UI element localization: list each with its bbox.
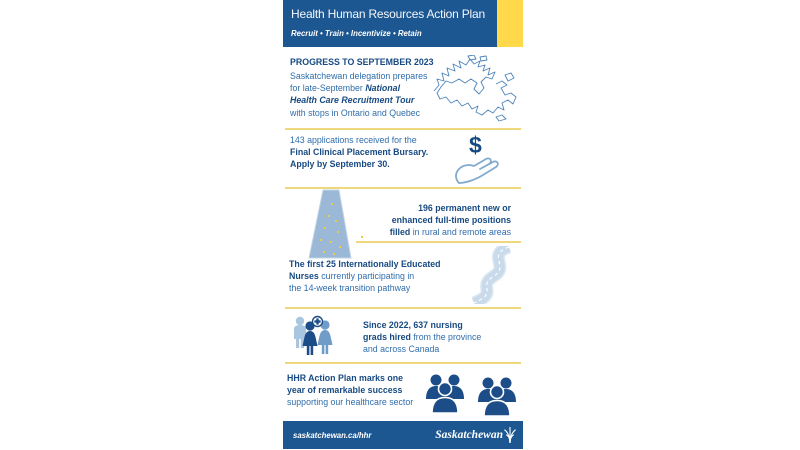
text-line: Final Clinical Placement Bursary.	[290, 147, 429, 158]
hhr-action-plan-poster	[283, 0, 523, 450]
text-line: for late-September National	[290, 83, 401, 94]
delegation-text	[290, 70, 427, 119]
yellow-accent-stripe	[497, 0, 523, 47]
text-line: filled in rural and remote areas	[389, 227, 511, 238]
ien-text	[289, 258, 441, 295]
poster-header	[283, 0, 497, 47]
text-line: HHR Action Plan marks one	[287, 373, 404, 383]
grads-text	[363, 319, 481, 356]
poster-title: Health Human Resources Action Plan	[291, 7, 485, 21]
text-line: The first 25 Internationally Educated	[289, 259, 441, 269]
positions-text	[390, 202, 511, 239]
dollar-sign-glyph: $	[469, 132, 482, 158]
wheat-sheaf-icon	[504, 427, 516, 443]
text-line: year of remarkable success	[287, 385, 403, 396]
text-line: Saskatchewan delegation prepares	[290, 71, 428, 81]
saskatchewan-wordmark: Saskatchewan	[435, 429, 503, 441]
text-line: supporting our healthcare sector	[287, 397, 414, 408]
footer-url: saskatchewan.ca/hhr	[293, 431, 372, 440]
poster-footer	[283, 421, 523, 449]
text-line: Since 2022, 637 nursing	[363, 320, 463, 330]
text-line: Health Care Recruitment Tour	[290, 95, 415, 106]
canada-map-icon	[432, 55, 518, 126]
nurses-medical-cross-icon	[291, 315, 343, 360]
text-line: the 14-week transition pathway	[289, 283, 411, 294]
team-groups-icon	[425, 372, 519, 418]
text-line: 196 permanent new or	[418, 203, 511, 213]
section-divider	[285, 307, 521, 309]
text-line: grads hired from the province	[363, 332, 482, 343]
text-line: Nurses currently participating in	[289, 271, 415, 282]
progress-heading: PROGRESS TO SEPTEMBER 2023	[290, 57, 434, 67]
bursary-text	[290, 134, 428, 171]
section-divider-partial	[356, 241, 521, 243]
text-line: and across Canada	[363, 344, 440, 355]
text-line: Apply by September 30.	[290, 159, 390, 170]
road-perspective-icon	[306, 189, 364, 260]
poster-tagline: Recruit • Train • Incentivize • Retain	[291, 29, 422, 38]
hand-dollar-icon	[453, 130, 506, 186]
saskatchewan-logo	[435, 427, 516, 443]
text-line: 143 applications received for the	[290, 135, 417, 145]
winding-road-icon	[458, 246, 518, 304]
text-line: with stops in Ontario and Quebec	[290, 107, 421, 118]
section-divider	[285, 362, 521, 364]
text-line: enhanced full-time positions	[391, 215, 511, 226]
success-text	[287, 372, 413, 409]
